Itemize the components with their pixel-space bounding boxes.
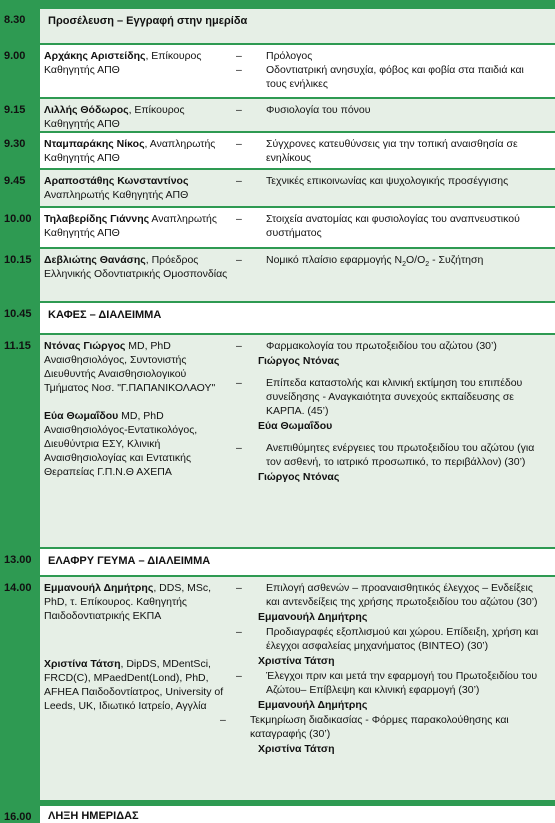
row-0930 (0, 133, 555, 168)
row-1115 (0, 335, 555, 547)
speaker-name: Τηλαβερίδης Γιάννης (44, 213, 150, 225)
row-1600 (0, 806, 555, 823)
time-cell: 9.15 (0, 99, 38, 131)
topic-item: – Νομικό πλαίσιο εφαρμογής $N_2O/O_2$ - Συζήτηση (236, 254, 484, 269)
topic-item: – Οδοντιατρική ανησυχία, φόβος και φοβία στα παιδιά και τους ενήλικες (236, 64, 524, 90)
dash-bullet: – (236, 442, 242, 454)
topic-item: – Επιλογή ασθενών – προαναισθητικός έλεγχος – Ενδείξεις και αντενδείξεις της χρήσης πρωτοξειδίου του αζώτου (30’) (236, 582, 538, 608)
topic-item: – Τεχνικές επικοινωνίας και ψυχολογικής προσέγγισης (236, 175, 509, 187)
time-cell: 8.30 (0, 9, 38, 43)
topic-item: – Ανεπιθύμητες ενέργειες του πρωτοξειδίου του αζώτου (για τον ασθενή, το ιατρικό προσωπικό, το περιβάλλον) (30’) (236, 442, 535, 468)
speaker-title: , Αναπληρωτής Καθηγητής ΑΠΘ (44, 138, 216, 164)
time-cell: 13.00 (0, 549, 38, 575)
dash-bullet: – (236, 254, 242, 266)
speaker-block (44, 581, 232, 623)
topic-item: – Έλεγχοι πριν και μετά την εφαρμογή του Πρωτοξειδίου του Αζώτου– Επίβλεψη και κλινική εφαρμογή (30’) (236, 670, 538, 696)
speaker-name: Ντόνας Γιώργος (44, 340, 126, 352)
session-title: ΛΗΞΗ ΗΜΕΡΙΔΑΣ (40, 806, 555, 823)
topic-speaker: Εμμανουήλ Δημήτρης (258, 611, 368, 623)
row-1015 (0, 249, 555, 301)
speaker-cell (44, 174, 232, 202)
speaker-cell (44, 253, 232, 281)
speaker-title: , DDS, MSc, PhD, τ. Επίκουρος. Καθηγητής Παιδοδοντιατρικής ΕΚΠΑ (44, 582, 212, 622)
time-cell: 16.00 (0, 806, 38, 823)
dash-bullet: – (236, 64, 242, 76)
topic-item: – Προδιαγραφές εξοπλισμού και χώρου. Επίδειξη, χρήση και έλεγχοι ασφαλείας μηχανήματος (BINTEO) (30’) (236, 626, 539, 652)
dash-bullet: – (236, 340, 242, 352)
topics-cell (236, 253, 547, 272)
topic-speaker: Χριστίνα Τάτση (258, 655, 335, 667)
topic-item: – Φαρμακολογία του πρωτοξειδίου του αζώτου (30’) (236, 340, 497, 352)
topic-speaker: Χριστίνα Τάτση (258, 743, 335, 755)
time-cell: 9.30 (0, 133, 38, 168)
topics-cell (236, 103, 547, 117)
speaker-block (44, 339, 232, 395)
row-0945 (0, 170, 555, 206)
topics-cell (236, 137, 547, 165)
speaker-block (44, 657, 232, 713)
row-0915 (0, 99, 555, 131)
speaker-name: Αρχάκης Αριστείδης (44, 50, 146, 62)
topics-cell (236, 174, 547, 188)
speaker-title: MD, PhD Αναισθησιολόγος, Συντονιστής Διευθυντής Αναισθησιολογικού Τμήματος Νοσ. "Γ.ΠΑΠΑΝΙΚΟΛΑΟΥ" (44, 340, 216, 394)
dash-bullet: – (236, 138, 242, 150)
topic-speaker: Γιώργος Ντόνας (258, 471, 340, 483)
speaker-block (44, 409, 232, 479)
topic-speaker: Εμμανουήλ Δημήτρης (258, 699, 368, 711)
time-cell: 10.00 (0, 208, 38, 247)
speaker-name: Εμμανουήλ Δημήτρης (44, 582, 154, 594)
topics-cell (236, 339, 547, 492)
speaker-cell (44, 137, 232, 165)
topics-cell (220, 581, 547, 764)
topics-cell (236, 212, 547, 240)
speaker-cell (44, 49, 232, 77)
topic-speaker: Εύα Θωμαΐδου (258, 420, 333, 432)
time-cell: 10.15 (0, 249, 38, 301)
speaker-title: MD, PhD Αναισθησιολόγος-Εντατικολόγος, Διευθύντρια ΕΣΥ, Κλινική Αναισθησιολογίας και Εντατικής Θεραπείας Γ.Π.Ν.Θ ΑΧΕΠΑ (44, 410, 198, 478)
topic-item: – Τεκμηρίωση διαδικασίας - Φόρμες παρακολούθησης και καταγραφής (30’) (220, 714, 509, 740)
row-0830 (0, 9, 555, 43)
speaker-title: , Πρόεδρος Ελληνικής Οδοντιατρικής Ομοσπονδίας (44, 254, 228, 280)
topics-cell (236, 49, 547, 91)
dash-bullet: – (236, 50, 242, 62)
dash-bullet: – (236, 213, 242, 225)
dash-bullet: – (236, 175, 242, 187)
speaker-title: , Επίκουρος Καθηγητής ΑΠΘ (44, 104, 185, 130)
speaker-name: Χριστίνα Τάτση (44, 658, 121, 670)
speaker-name: Δεβλιώτης Θανάσης (44, 254, 146, 266)
speaker-name: Αραποστάθης Κωνσταντίνος (44, 175, 189, 187)
dash-bullet: – (220, 714, 226, 726)
time-cell: 10.45 (0, 303, 38, 333)
speaker-name: Λιλλής Θόδωρος (44, 104, 129, 116)
dash-bullet: – (236, 377, 242, 389)
speaker-title: Αναπληρωτής Καθηγητής ΑΠΘ (44, 189, 189, 201)
topic-item: – Πρόλογος (236, 50, 313, 62)
speaker-title: Αναπληρωτής Καθηγητής ΑΠΘ (44, 213, 217, 239)
speaker-cell (44, 339, 232, 479)
time-cell: 11.15 (0, 335, 38, 547)
time-cell: 9.00 (0, 45, 38, 97)
session-title: ΕΛΑΦΡΥ ΓΕΥΜΑ – ΔΙΑΛΕΙΜΜΑ (40, 549, 555, 575)
session-title: Προσέλευση – Εγγραφή στην ημερίδα (40, 9, 555, 43)
topic-speaker: Γιώργος Ντόνας (258, 355, 340, 367)
dash-bullet: – (236, 626, 242, 638)
time-cell: 9.45 (0, 170, 38, 206)
dash-bullet: – (236, 670, 242, 682)
speaker-cell (44, 581, 232, 713)
row-1045 (0, 303, 555, 333)
row-1400 (0, 577, 555, 800)
topic-item: – Στοιχεία ανατομίας και φυσιολογίας του αναπνευστικού συστήματος (236, 213, 520, 239)
time-cell: 14.00 (0, 577, 38, 800)
topic-item: – Επίπεδα καταστολής και κλινική εκτίμηση του επιπέδου συνείδησης - Αναγκαιότητα συνεχούς εκπαίδευσης σε ΚΑΡΠΑ. (45’) (236, 377, 523, 417)
session-title: ΚΑΦΕΣ – ΔΙΑΛΕΙΜΜΑ (40, 303, 555, 333)
row-1300 (0, 549, 555, 575)
speaker-name: Νταμπαράκης Νίκος (44, 138, 145, 150)
row-1000 (0, 208, 555, 247)
dash-bullet: – (236, 582, 242, 594)
topic-item: – Φυσιολογία του πόνου (236, 104, 371, 116)
row-0900 (0, 45, 555, 97)
topic-item: – Σύγχρονες κατευθύνσεις για την τοπική αναισθησία σε ενηλίκους (236, 138, 518, 164)
speaker-cell (44, 103, 232, 131)
speaker-name: Εύα Θωμαΐδου (44, 410, 119, 422)
speaker-title: , DipDS, MDentSci, FRCD(C), MPaedDent(Lond), PhD, AFHEA Παιδοδοντίατρος, University of Leeds, UK, Ιδιωτικό Ιατρείο, Αγγλία (44, 658, 224, 712)
speaker-title: , Επίκουρος Καθηγητής ΑΠΘ (44, 50, 202, 76)
speaker-cell (44, 212, 232, 240)
dash-bullet: – (236, 104, 242, 116)
